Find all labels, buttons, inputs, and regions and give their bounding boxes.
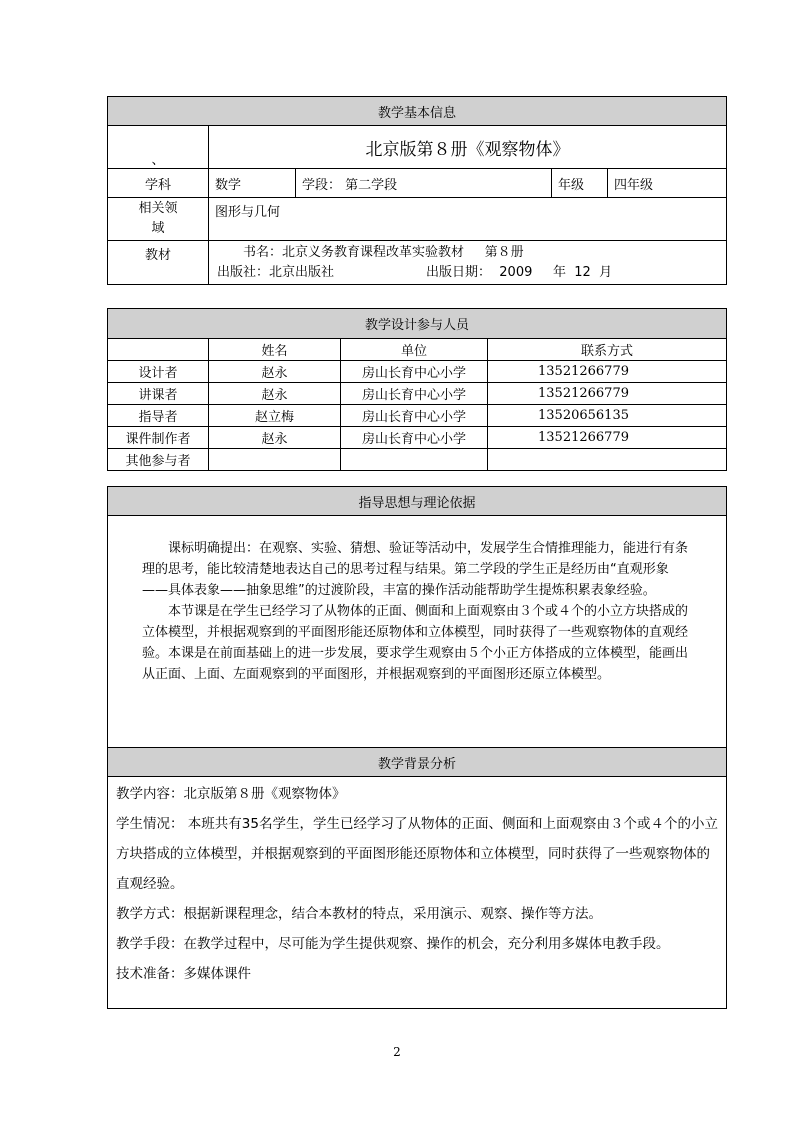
table-row [108,449,727,471]
grade-value: 四年级 [608,169,727,198]
col-unit: 单位 [341,339,488,361]
name-cell: 赵永 [209,427,341,449]
grade-label: 年级 [552,169,608,198]
staff-corner [108,339,209,361]
basic-info-header: 教学基本信息 [108,97,727,126]
date-line: 出版日期： 2009 年 12 月 [426,264,613,280]
subject-value: 数学 [209,169,296,198]
publisher-date-line [217,263,720,283]
course-title: 北京版第８册《观察物体》 [209,126,727,169]
role-cell: 讲课者 [108,383,209,405]
background-body [108,777,727,1009]
staff-header: 教学设计参与人员 [108,309,727,339]
unit-cell: 房山长育中心小学 [341,383,488,405]
role-cell: 课件制作者 [108,427,209,449]
book-line: 书名：北京义务教育课程改革实验教材 第８册 [243,244,524,260]
theory-body [108,516,727,748]
contact-cell: 13521266779 [488,383,727,405]
page-number: 2 [393,1045,401,1059]
stage-value: 学段： 第二学段 [296,169,552,198]
textbook-info [209,241,727,285]
contact-cell: 13521266779 [488,361,727,383]
student-situation: 学生情况： 本班共有35名学生，学生已经学习了从物体的正面、侧面和上面观察由３个或４个的小立方块搭成的立体模型，并根据观察到的平面图形能还原物体和立体模型，同时获得了一些观察物体的直观经验。 [116,816,718,892]
comma-mark: 、 [108,126,209,169]
subject-label: 学科 [108,169,209,198]
unit-cell [341,449,488,471]
teaching-method: 教学方式：根据新课程理念，结合本教材的特点，采用演示、观察、操作等方法。 [116,906,602,922]
field-label: 相关领域 [108,198,209,241]
publisher-line: 出版社：北京出版社 [217,264,335,280]
col-contact: 联系方式 [488,339,727,361]
textbook-label: 教材 [108,241,209,285]
theory-header: 指导思想与理论依据 [108,487,727,516]
name-cell [209,449,341,471]
teaching-content: 教学内容：北京版第８册《观察物体》 [116,786,346,802]
contact-cell [488,449,727,471]
table-row [108,383,727,405]
table-row [108,361,727,383]
role-cell: 设计者 [108,361,209,383]
contact-cell: 13520656135 [488,405,727,427]
analysis-table [107,486,727,1009]
role-cell: 其他参与者 [108,449,209,471]
theory-paragraph-2: 本节课是在学生已经学习了从物体的正面、侧面和上面观察由３个或４个的小立方块搭成的立体模型，并根据观察到的平面图形能还原物体和立体模型，同时获得了一些观察物体的直观经验。本课是在前面基础上的进一步发展，要求学生观察由５个小正方体搭成的立体模型，能画出从正面、上面、左面观察到的平面图形，并根据观察到的平面图形还原立体模型。 [142,604,689,682]
table-row [108,427,727,449]
name-cell: 赵立梅 [209,405,341,427]
table-row [108,405,727,427]
unit-cell: 房山长育中心小学 [341,405,488,427]
field-value: 图形与几何 [209,198,727,241]
unit-cell: 房山长育中心小学 [341,361,488,383]
staff-table [107,308,727,471]
tech-preparation: 技术准备：多媒体课件 [116,966,251,982]
teaching-means: 教学手段：在教学过程中，尽可能为学生提供观察、操作的机会，充分利用多媒体电教手段。 [116,936,670,952]
basic-info-table [107,96,727,285]
unit-cell: 房山长育中心小学 [341,427,488,449]
col-name: 姓名 [209,339,341,361]
role-cell: 指导者 [108,405,209,427]
name-cell: 赵永 [209,383,341,405]
contact-cell: 13521266779 [488,427,727,449]
name-cell: 赵永 [209,361,341,383]
theory-paragraph-1: 课标明确提出：在观察、实验、猜想、验证等活动中，发展学生合情推理能力，能进行有条理的思考，能比较清楚地表达自己的思考过程与结果。第二学段的学生正是经历由“直观形象——具体表象——抽象思维”的过渡阶段，丰富的操作活动能帮助学生提炼积累表象经验。 [142,541,689,598]
background-header: 教学背景分析 [108,748,727,777]
